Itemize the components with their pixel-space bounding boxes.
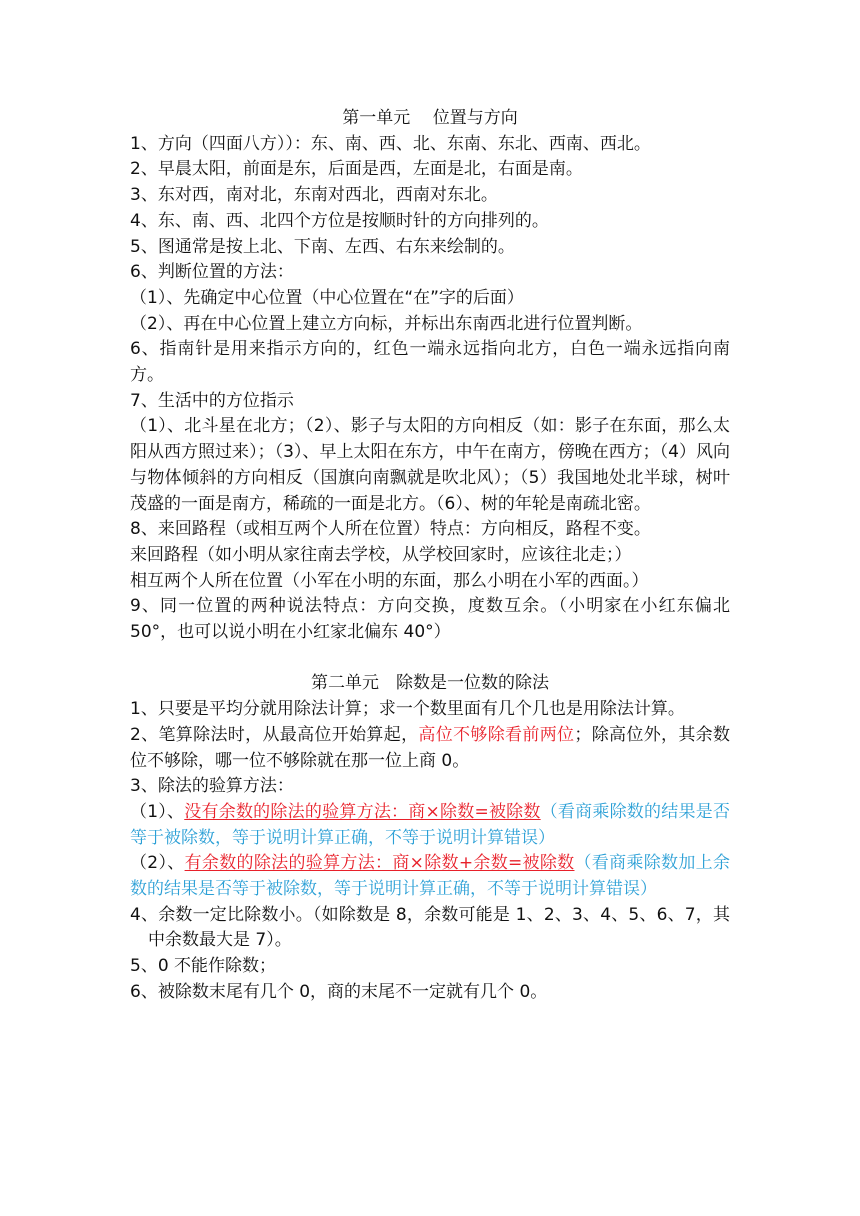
unit1-title: 第一单元 位置与方向 [342,108,518,128]
unit2-item-3-sub-1 [130,800,730,851]
unit2-item-5: 5、0 不能作除数； [130,956,277,977]
unit2-item-3-sub-2 [130,851,730,902]
unit2-item-6: 6、被除数末尾有几个 0，商的末尾不一定就有几个 0。 [130,981,548,1002]
unit1-item-8-sub-1: 来回路程（如小明从家往南去学校，从学校回家时，应该往北走；） [130,544,632,565]
unit1-item-6: 6、判断位置的方法： [130,262,294,283]
unit1-item-1: 1、方向（四面八方））：东、南、西、北、东南、东北、西南、西北。 [130,133,651,154]
unit2-item-3-sub-1-note: （看商乘除数的结果是否等于被除数，等于说明计算正确，不等于说明计算错误） [130,801,730,848]
unit1-item-4: 4、东、南、西、北四个方位是按顺时针的方向排列的。 [130,210,549,231]
document-body [130,106,730,1006]
unit1-item-6-sub-2: （2）、再在中心位置上建立方向标，并标出东南西北进行位置判断。 [130,313,643,334]
unit2-item-3-sub-1-highlight: 没有余数的除法的验算方法：商×除数=被除数 [184,801,541,822]
unit1-item-7: 7、生活中的方位指示 [130,390,294,411]
section-spacer [130,646,730,672]
unit1-item-2: 2、早晨太阳，前面是东，后面是西，左面是北，右面是南。 [130,159,583,180]
unit1-item-3: 3、东对西，南对北，东南对西北，西南对东北。 [130,185,498,206]
unit2-item-2 [130,723,730,774]
unit1-item-6-sub-1: （1）、先确定中心位置（中心位置在“在”字的后面） [130,287,524,308]
unit2-item-3-sub-1-pre: （1）、 [130,801,185,822]
unit2-item-2-pre: 2、笔算除法时，从最高位开始算起， [130,724,419,745]
unit2-item-1: 1、只要是平均分就用除法计算；求一个数里面有几个几也是用除法计算。 [130,699,685,720]
unit1-item-6-compass: 6、指南针是用来指示方向的，红色一端永远指向北方，白色一端永远指向南方。 [130,339,730,386]
unit2-item-3-sub-2-note: （看商乘除数加上余数的结果是否等于被除数，等于说明计算正确，不等于说明计算错误） [130,853,730,900]
unit1-item-5: 5、图通常是按上北、下南、左西、右东来绘制的。 [130,236,515,257]
unit1-item-8-sub-2: 相互两个人所在位置（小军在小明的东面，那么小明在小军的西面。） [130,570,649,591]
unit2-item-2-post: ；除高位外，其余数位不够除，哪一位不够除就在那一位上商 0。 [130,724,731,771]
unit1-item-7-details: （1）、北斗星在北方；（2）、影子与太阳的方向相反（如：影子在东面，那么太阳从西方照过来）；（3）、早上太阳在东方，中午在南方，傍晚在西方；（4）风向与物体倾斜的方向相反（国旗向南飘就是吹北风）；（5）我国地处北半球，树叶茂盛的一面是南方，稀疏的一面是北方。（6）、树的年轮是南疏北密。 [130,416,730,514]
unit2-item-2-highlight: 高位不够除看前两位 [418,724,575,745]
unit2-item-4: 4、余数一定比除数小。（如除数是 8，余数可能是 1、2、3、4、5、6、7，其中余数最大是 7）。 [130,904,730,951]
unit2-item-3-sub-2-highlight: 有余数的除法的验算方法：商×除数+余数=被除数 [184,853,575,874]
unit1-item-9: 9、同一位置的两种说法特点：方向交换，度数互余。（小明家在小红东偏北 50°，也可以说小明在小红家北偏东 40°） [130,596,730,643]
unit1-item-8: 8、来回路程（或相互两个人所在位置）特点：方向相反，路程不变。 [130,519,651,540]
unit2-item-3: 3、除法的验算方法： [130,776,294,797]
unit2-title: 第二单元 除数是一位数的除法 [311,673,549,694]
unit2-item-3-sub-2-pre: （2）、 [130,853,185,874]
